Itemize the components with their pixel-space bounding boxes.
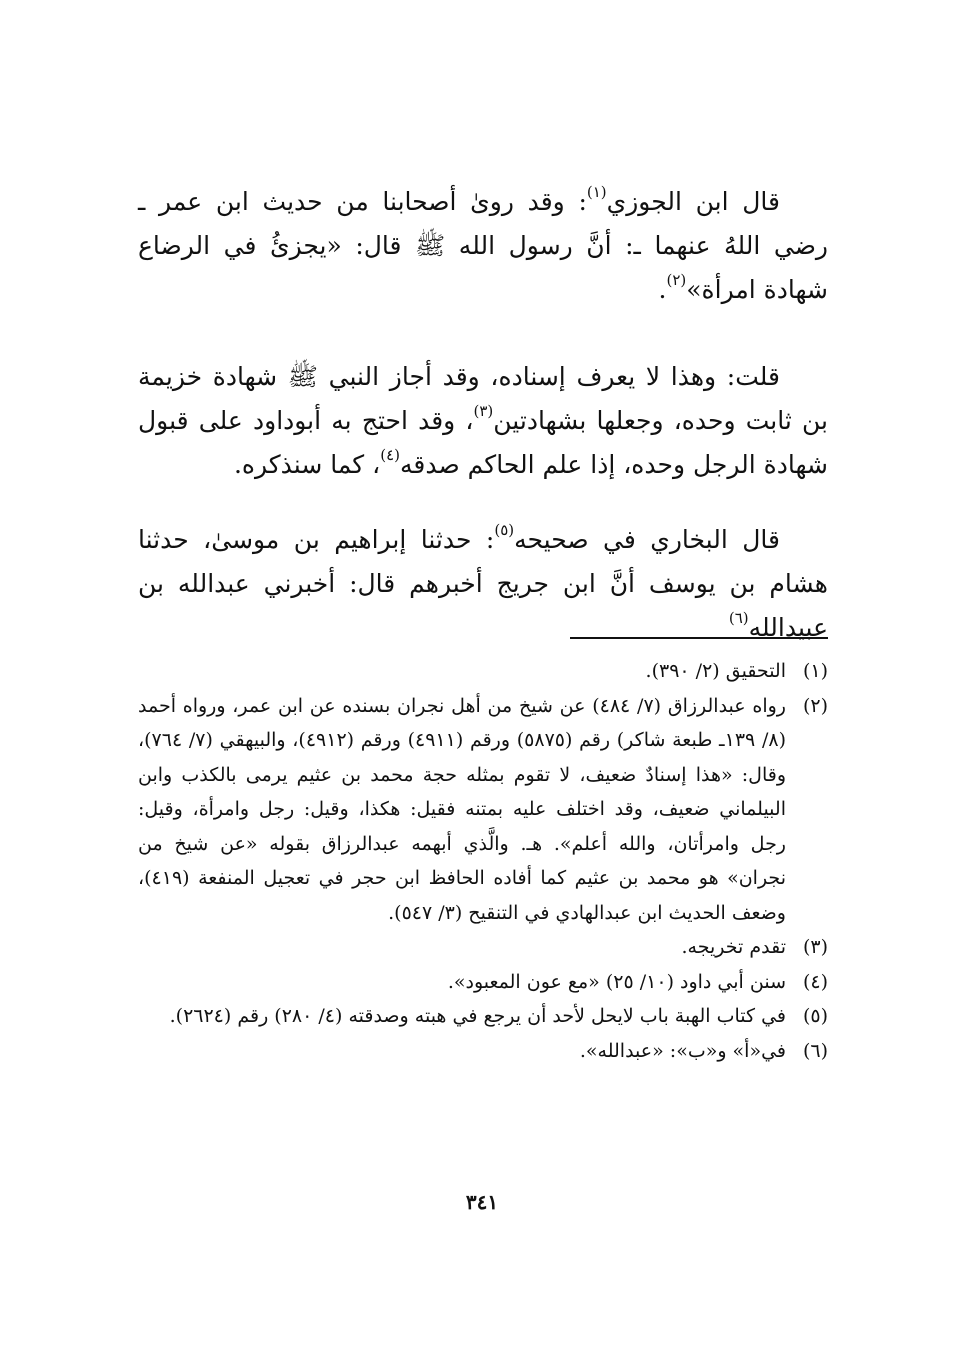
- footnote-ref[interactable]: (٦): [728, 608, 749, 627]
- text-segment: .: [658, 275, 667, 304]
- text-segment: : حدثنا إبراهيم بن موسىٰ، حدثنا هشام بن يوسف أنَّ ابن جريج أخبرهم قال: أخبرني عبدالله بن عبيدالله: [138, 525, 828, 642]
- footnote-item: [138, 1034, 828, 1069]
- footnote-ref[interactable]: (١): [586, 182, 607, 201]
- footnote-ref[interactable]: (٣): [473, 401, 494, 420]
- footnote-number: (٣): [802, 936, 828, 958]
- main-paragraph-1: [138, 180, 828, 312]
- paragraph-text: [138, 518, 828, 650]
- paragraph-text: [138, 355, 828, 487]
- footnote-ref[interactable]: (٥): [494, 520, 515, 539]
- footnote-text: التحقيق (٢/ ٣٩٠).: [645, 660, 786, 682]
- text-segment: قال البخاري في صحيحه: [514, 525, 780, 554]
- paragraph-text: [138, 180, 828, 312]
- text-segment: ، وقد احتج به أبوداود على قبول شهادة الرجل وحده، إذا علم الحاكم صدقه: [138, 406, 828, 479]
- footnote-separator: [570, 637, 828, 639]
- footnote-number: (١): [802, 660, 828, 682]
- text-segment: ، كما سنذكره.: [233, 450, 381, 479]
- footnote-ref[interactable]: (٤): [380, 445, 401, 464]
- main-paragraph-3: [138, 518, 828, 650]
- page-number: ٣٤١: [465, 1190, 499, 1214]
- footnote-number: (٥): [802, 1005, 828, 1027]
- footnote-text: تقدم تخريجه.: [681, 936, 786, 958]
- footnote-item: [138, 999, 828, 1034]
- footnote-item: [138, 689, 828, 931]
- footnote-text: في كتاب الهبة باب لايحل لأحد أن يرجع في هبته وصدقته (٤/ ٢٨٠) رقم (٢٦٢٤).: [169, 1005, 786, 1027]
- footnote-text: في«أ» و«ب»: «عبدالله».: [579, 1039, 786, 1062]
- text-segment: قلت: وهذا لا يعرف إسناده، وقد أجاز النبي ﷺ شهادة خزيمة بن ثابت وحده، وجعلها بشهادتين: [138, 362, 828, 435]
- footnote-text: رواه عبدالرزاق (٧/ ٤٨٤) عن شيخ من أهل نجران بسنده عن ابن عمر، ورواه أحمد (٨/ ١٣٩ـ طبعة شاكر) رقم (٥٨٧٥) ورقم (٤٩١١) ورقم (٤٩١٢)، والبيهقي (٧/ ٧٦٤)، وقال: «هذا إسنادٌ ضعيف، لا تقوم بمثله حجة محمد بن عثيم يرمى بالكذب وابن البيلماني ضعيف، وقد اختلف عليه بمتنه فقيل: هكذا، وقيل: رجل وامرأة، وقيل: رجل وامرأتان، والله أعلم». هـ. والَّذي أبهمه عبدالرزاق بقوله «عن شيخ من نجران» هو محمد بن عثيم كما أفاده الحافظ ابن حجر في تعجيل المنفعة (٤١٩)، وضعف الحديث ابن عبدالهادي في التنقيح (٣/ ٥٤٧).: [138, 694, 786, 924]
- text-segment: قال ابن الجوزي: [606, 187, 780, 216]
- footnote-number: (٤): [802, 970, 828, 993]
- footnote-item: [138, 965, 828, 1000]
- footnote-ref[interactable]: (٢): [666, 270, 687, 289]
- footnote-item: [138, 654, 828, 689]
- footnotes-section: [138, 654, 828, 1068]
- footnote-text: سنن أبي داود (١٠/ ٢٥) «مع عون المعبود».: [447, 970, 786, 993]
- footnote-number: (٢): [802, 694, 828, 717]
- footnote-item: [138, 930, 828, 965]
- main-paragraph-2: [138, 355, 828, 487]
- footnote-number: (٦): [802, 1039, 828, 1062]
- text-segment: : وقد روىٰ أصحابنا من حديث ابن عمر ـ رضي اللهُ عنهما ـ: أنَّ رسول الله ﷺ قال: «يجزئُ في الرضاع شهادة امرأة»: [138, 187, 828, 304]
